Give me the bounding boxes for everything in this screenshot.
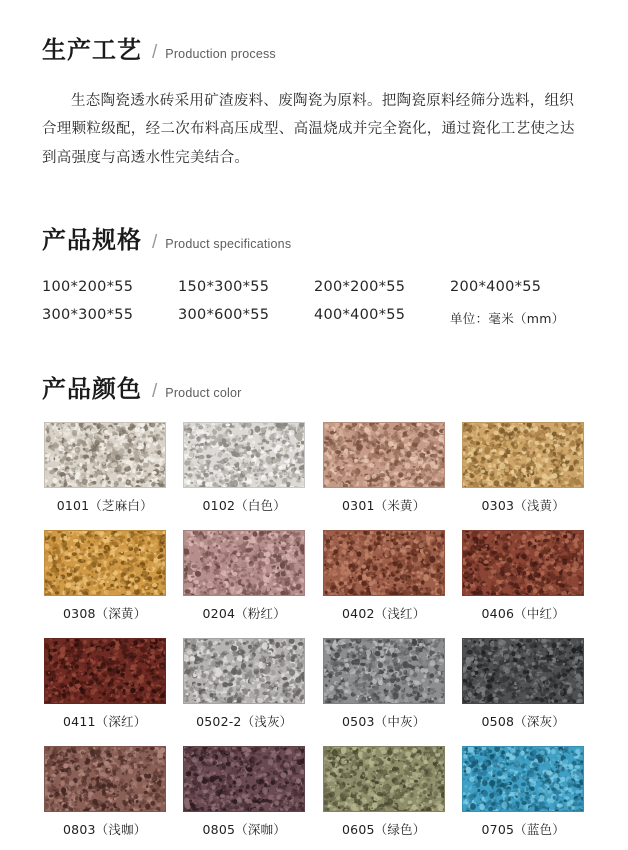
color-swatch [462, 530, 584, 596]
color-swatch [323, 530, 445, 596]
aggregate-texture [184, 747, 305, 812]
color-swatch-item [321, 638, 447, 742]
spec-row [42, 279, 586, 295]
spec-cell: 150*300*55 [178, 279, 314, 295]
spec-cell: 300*600*55 [178, 307, 314, 327]
color-swatch-label: 0303（浅黄） [482, 496, 565, 514]
color-swatch [44, 638, 166, 704]
color-swatch [462, 638, 584, 704]
aggregate-texture [324, 423, 445, 488]
color-swatch-label: 0402（浅红） [342, 604, 425, 622]
section-heading-product-specifications [42, 220, 586, 255]
color-swatch-label: 0204（粉红） [203, 604, 286, 622]
color-swatch-item [42, 530, 168, 634]
color-swatch [323, 638, 445, 704]
spec-row [42, 307, 586, 327]
spec-cell: 100*200*55 [42, 279, 178, 295]
section-title-cn: 生产工艺 [42, 30, 142, 65]
color-swatch [44, 422, 166, 488]
aggregate-texture [45, 639, 166, 704]
color-swatch-label: 0803（浅咖） [63, 820, 146, 838]
section-heading-production-process [42, 30, 586, 65]
aggregate-texture [324, 747, 445, 812]
color-swatch-label: 0406（中红） [482, 604, 565, 622]
color-swatch-label: 0502-2（浅灰） [196, 712, 292, 730]
color-swatch-item [321, 530, 447, 634]
color-swatch [183, 530, 305, 596]
section-heading-product-color [42, 369, 586, 404]
section-title-en: Production process [165, 47, 276, 61]
aggregate-texture [184, 639, 305, 704]
aggregate-texture [463, 639, 584, 704]
section-title-cn: 产品规格 [42, 220, 142, 255]
aggregate-texture [463, 423, 584, 488]
color-swatch-item [182, 422, 308, 526]
spec-cell: 400*400*55 [314, 307, 450, 327]
color-swatch [44, 746, 166, 812]
color-swatch-label: 0411（深红） [63, 712, 146, 730]
aggregate-texture [184, 531, 305, 596]
color-swatch-grid [42, 422, 586, 850]
color-swatch [462, 746, 584, 812]
aggregate-texture [45, 747, 166, 812]
color-swatch-label: 0102（白色） [203, 496, 286, 514]
color-swatch-label: 0308（深黄） [63, 604, 146, 622]
color-swatch [44, 530, 166, 596]
color-swatch-item [42, 638, 168, 742]
color-swatch-item [321, 422, 447, 526]
spec-cell: 200*200*55 [314, 279, 450, 295]
color-swatch-label: 0605（绿色） [342, 820, 425, 838]
aggregate-texture [324, 639, 445, 704]
section-title-en: Product color [165, 386, 241, 400]
color-swatch-item [182, 746, 308, 850]
section-title-en: Product specifications [165, 237, 291, 251]
specifications-table [42, 279, 586, 327]
specs-spacer [42, 186, 586, 220]
color-swatch-item [182, 638, 308, 742]
top-spacer [42, 0, 586, 30]
section-title-cn: 产品颜色 [42, 369, 142, 404]
color-swatch-label: 0301（米黄） [342, 496, 425, 514]
color-swatch-item [42, 746, 168, 850]
production-process-paragraph: 生态陶瓷透水砖采用矿渣废料、废陶瓷为原料。把陶瓷原料经筛分选料，组织合理颗粒级配，经二次布料高压成型、高温烧成并完全瓷化，通过瓷化工艺使之达到高强度与高透水性完美结合。 [42, 87, 586, 172]
color-swatch-item [182, 530, 308, 634]
spec-cell: 200*400*55 [450, 279, 586, 295]
colors-spacer [42, 339, 586, 369]
aggregate-texture [463, 531, 584, 596]
color-swatch-item [42, 422, 168, 526]
color-swatch-label: 0508（深灰） [482, 712, 565, 730]
section-title-separator: / [152, 232, 157, 254]
color-swatch [462, 422, 584, 488]
aggregate-texture [45, 423, 166, 488]
color-swatch-item [461, 530, 587, 634]
color-swatch [183, 746, 305, 812]
color-swatch-label: 0503（中灰） [342, 712, 425, 730]
color-swatch-item [461, 422, 587, 526]
color-swatch [323, 422, 445, 488]
section-title-separator: / [152, 381, 157, 403]
color-swatch-item [461, 638, 587, 742]
color-swatch [183, 638, 305, 704]
spec-unit-note: 单位：毫米（mm） [450, 307, 586, 327]
aggregate-texture [463, 747, 584, 812]
spec-cell: 300*300*55 [42, 307, 178, 327]
color-swatch-item [321, 746, 447, 850]
color-swatch-label: 0805（深咖） [203, 820, 286, 838]
section-title-separator: / [152, 42, 157, 64]
color-swatch [183, 422, 305, 488]
color-swatch-label: 0705（蓝色） [482, 820, 565, 838]
color-swatch [323, 746, 445, 812]
color-swatch-label: 0101（芝麻白） [57, 496, 153, 514]
aggregate-texture [324, 531, 445, 596]
aggregate-texture [45, 531, 166, 596]
aggregate-texture [184, 423, 305, 488]
color-swatch-item [461, 746, 587, 850]
